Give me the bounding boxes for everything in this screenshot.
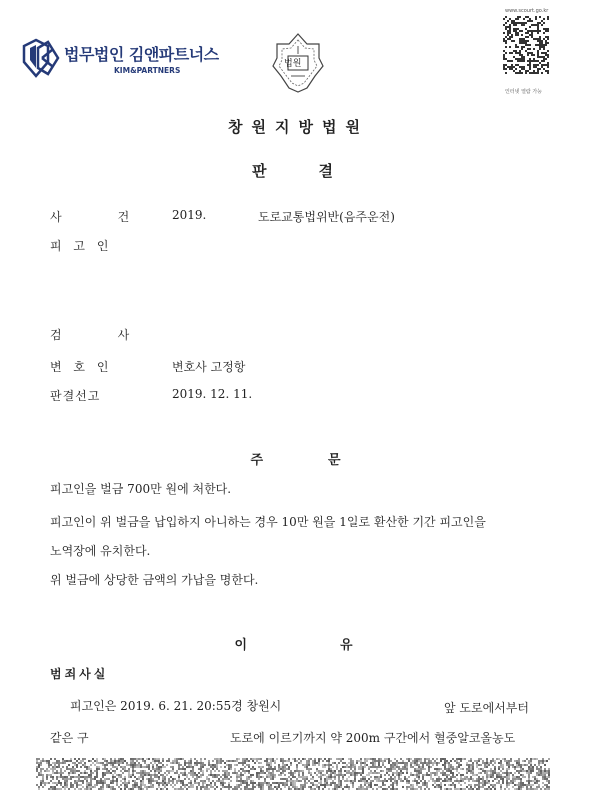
- reasons-title: 이 유: [234, 638, 393, 653]
- counsel-value: 변호사 고정항: [172, 360, 246, 374]
- seal-text: 법원: [284, 59, 302, 69]
- document-type: 판결: [252, 162, 385, 180]
- qr-url: www.scourt.go.kr: [505, 8, 549, 14]
- firm-name: 법무법인 김앤파트너스: [64, 45, 219, 64]
- case-name: 도로교통법위반(음주운전): [258, 210, 395, 224]
- court-name: 창원지방법원: [228, 118, 369, 136]
- facts-line-left: 같은 구: [50, 731, 89, 745]
- prosecutor-label: 검 사: [50, 328, 152, 342]
- ruling-title: 주 문: [250, 453, 367, 468]
- scan-noise: [36, 758, 550, 790]
- facts-line-right: 도로에 이르기까지 약 200m 구간에서 혈중알코올농도: [230, 731, 516, 745]
- qr-caption: 인터넷 열람 가능: [505, 89, 542, 95]
- qr-code-icon[interactable]: [503, 16, 549, 74]
- ruling-line: 피고인이 위 벌금을 납입하지 아니하는 경우 10만 원을 1일로 환산한 기간 피고인을: [50, 515, 486, 529]
- firm-name-en: KIM&PARTNERS: [114, 66, 181, 75]
- firm-logo-icon: [18, 38, 64, 78]
- date-label: 판결선고: [50, 389, 101, 403]
- counsel-label: 변 호 인: [50, 360, 113, 374]
- defendant-label: 피 고 인: [50, 239, 113, 253]
- ruling-line: 노역장에 유치한다.: [50, 544, 151, 558]
- ruling-line: 위 벌금에 상당한 금액의 가납을 명한다.: [50, 573, 259, 587]
- firm-logo: [18, 36, 219, 88]
- case-label: 사 건: [50, 210, 152, 224]
- case-number: 2019.: [172, 208, 207, 222]
- date-value: 2019. 12. 11.: [172, 387, 253, 401]
- facts-heading: 범죄사실: [50, 667, 109, 681]
- facts-line-left: 피고인은 2019. 6. 21. 20:55경 창원시: [70, 699, 282, 713]
- ruling-line: 피고인을 벌금 700만 원에 처한다.: [50, 482, 232, 496]
- facts-line-right: 앞 도로에서부터: [444, 701, 529, 715]
